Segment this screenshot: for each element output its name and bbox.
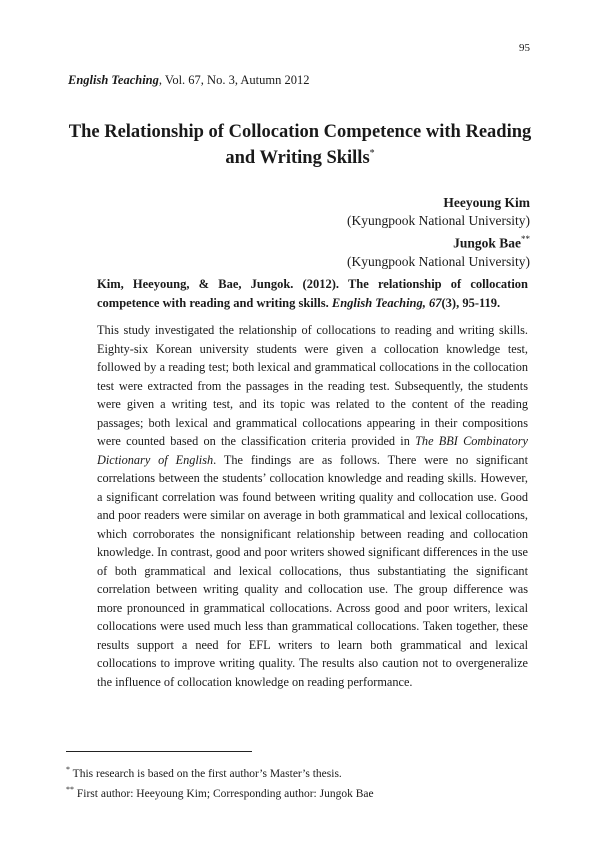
citation-issue: (3), 95-119. (441, 296, 501, 310)
abstract-dictionary-title: The BBI Combinatory Dictionary of English (97, 434, 528, 467)
paper-title (50, 121, 550, 169)
footnote-1 (66, 762, 536, 782)
title-footnote-mark: * (369, 148, 375, 159)
author-name-2: Jungok Bae (453, 235, 521, 251)
journal-header (68, 73, 310, 88)
footnote-mark-1: * (66, 765, 70, 774)
author-footnote-mark-2: ** (521, 234, 530, 244)
page-number: 95 (519, 42, 530, 54)
abstract (97, 321, 528, 691)
footnotes (66, 762, 536, 802)
abstract-part-1: This study investigated the relationship of collocations to reading and writing skills. Eighty-six Korean university students were given a collocation knowledge test, followed by a reading test; both lexical and grammatical collocations in the collocation test were extracted from the passages in the reading test. Subsequently, the students were given a writing test, and its topic was related to the content of the reading passages; both lexical and grammatical collocations appearing in their compositions were counted based on the classification criteria provided in (97, 323, 528, 448)
citation-text: Kim, Heeyoung, & Bae, Jungok. (2012). The relationship of collocation competence with reading and writing skills. (97, 277, 528, 310)
footnote-divider (66, 751, 252, 752)
title-line-2: and Writing Skills (225, 148, 370, 169)
footnote-mark-2: ** (66, 784, 74, 794)
journal-details: , Vol. 67, No. 3, Autumn 2012 (158, 73, 310, 87)
author-affiliation-1: (Kyungpook National University) (347, 213, 530, 228)
title-line-1: The Relationship of Collocation Competence with Reading (68, 122, 532, 142)
footnote-2 (66, 782, 536, 802)
abstract-part-2: . The findings are as follows. There were no significant correlations between the students’ collocation knowledge and reading skills. However, a significant correlation was found between writing quality and collocation use. Good and poor readers were similar on average in both grammatical and lexical collocations, which corroborates the nonsignificant relationship between reading and collocation knowledge. In contrast, good and poor writers showed significant differences in the use of both grammatical and lexical collocations, thus substantiating the significant correlation between writing quality and collocation use. The group difference was more pronounced in grammatical collocations. Across good and poor writers, lexical collocations were used much less than grammatical collocations. Taken together, these results support a need for EFL writers to learn both grammatical and lexical collocations to improve writing quality. The results also caution not to overgeneralize the influence of collocation knowledge on reading performance. (97, 452, 528, 689)
author-block (347, 194, 530, 271)
author-name-1: Heeyoung Kim (443, 195, 530, 210)
author-affiliation-2: (Kyungpook National University) (347, 253, 530, 269)
citation-journal: English Teaching, 67 (331, 296, 442, 310)
footnote-text-1: This research is based on the first author’s Master’s thesis. (70, 767, 342, 780)
citation (97, 275, 528, 313)
footnote-text-2: First author: Heeyoung Kim; Corresponding author: Jungok Bae (74, 787, 374, 800)
journal-name: English Teaching (68, 73, 159, 87)
